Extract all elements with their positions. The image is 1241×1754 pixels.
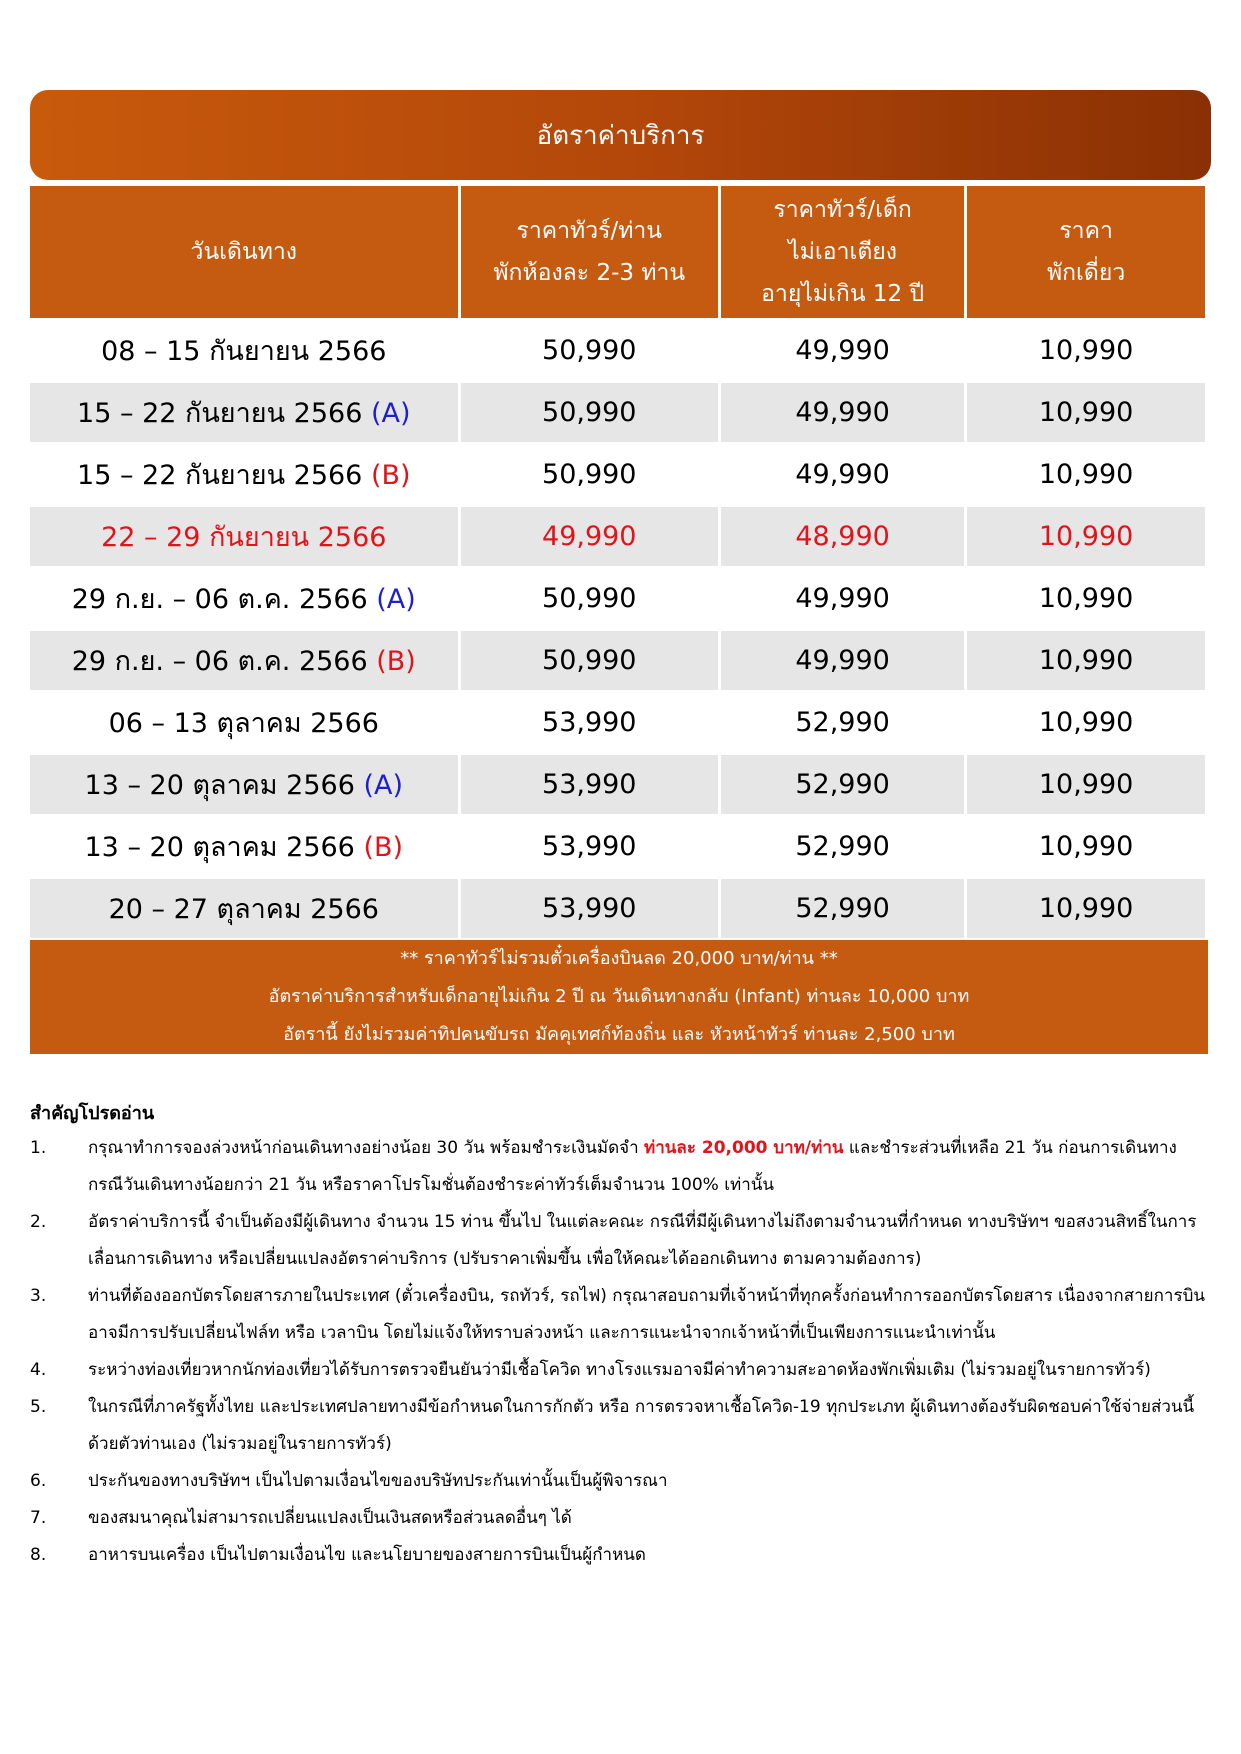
group-tag: (A) [376, 584, 416, 615]
item-text-continued: และชำระส่วนที่เหลือ 21 วัน ก่อนการเดินทาง กรณีวันเดินทางน้อยกว่า 21 วัน หรือราคาโปรโมชั่นต้องชำระค่าทัวร์เต็มจำนวน 100% เท่านั้น [88, 1138, 1177, 1195]
date-cell [30, 755, 458, 814]
table-row [30, 879, 1205, 938]
date-text: 20 – 27 ตุลาคม 2566 [108, 894, 379, 925]
adult-price-cell: 50,990 [461, 631, 718, 690]
group-tag: (B) [370, 460, 411, 491]
header-single-supplement [967, 186, 1205, 318]
table-row [30, 445, 1205, 504]
child-price-cell: 52,990 [795, 707, 890, 738]
header-travel-date [30, 186, 458, 318]
adult-price-cell: 53,990 [542, 831, 637, 862]
group-tag: (B) [363, 832, 404, 863]
header-line: อายุไม่เกิน 12 ปี [761, 281, 925, 307]
single-price-cell: 10,990 [967, 755, 1205, 814]
table-row [30, 321, 1205, 380]
item-number: 2. [30, 1212, 47, 1232]
adult-price-cell: 50,990 [542, 583, 637, 614]
header-line: ราคาทัวร์/เด็ก [773, 197, 912, 223]
date-text: 22 – 29 กันยายน 2566 [101, 522, 387, 553]
date-cell [30, 569, 458, 628]
single-price-cell: 10,990 [1038, 707, 1134, 738]
important-heading: สำคัญโปรดอ่าน [30, 1103, 155, 1124]
child-price-cell: 48,990 [721, 507, 964, 566]
item-number: 3. [30, 1286, 47, 1306]
date-text: 15 – 22 กันยายน 2566 [77, 398, 371, 429]
date-text: 13 – 20 ตุลาคม 2566 [84, 832, 364, 863]
date-cell [30, 817, 458, 876]
adult-price-cell: 49,990 [461, 507, 718, 566]
header-line: พักห้องละ 2-3 ท่าน [493, 260, 686, 286]
adult-price-cell: 53,990 [461, 879, 718, 938]
item-number: 4. [30, 1360, 47, 1380]
adult-price-cell: 50,990 [461, 383, 718, 442]
item-text: ประกันของทางบริษัทฯ เป็นไปตามเงื่อนไขของบริษัทประกันเท่านั้นเป็นผู้พิจารณา [88, 1471, 668, 1491]
date-cell [30, 693, 458, 752]
date-text: 08 – 15 กันยายน 2566 [101, 336, 387, 367]
date-cell [30, 631, 458, 690]
banner-title: อัตราค่าบริการ [536, 120, 705, 151]
single-price-cell: 10,990 [1038, 583, 1134, 614]
child-price-cell: 52,990 [795, 831, 890, 862]
child-price-cell: 49,990 [721, 631, 964, 690]
terms-list [30, 1130, 1210, 1574]
single-price-cell: 10,990 [967, 507, 1205, 566]
child-price-cell: 49,990 [795, 335, 890, 366]
list-item [30, 1130, 1210, 1204]
table-row [30, 693, 1205, 752]
adult-price-cell: 50,990 [542, 335, 637, 366]
adult-price-cell: 53,990 [542, 707, 637, 738]
child-price-cell: 49,990 [795, 583, 890, 614]
date-cell [30, 383, 458, 442]
date-cell [30, 507, 458, 566]
price-note: อัตราค่าบริการสำหรับเด็กอายุไม่เกิน 2 ปี ณ วันเดินทางกลับ (Infant) ท่านละ 10,000 บาท [268, 986, 970, 1007]
price-table-header-row [30, 186, 1205, 318]
date-text: 29 ก.ย. – 06 ต.ค. 2566 [71, 646, 377, 677]
item-text: อาหารบนเครื่อง เป็นไปตามเงื่อนไข และนโยบายของสายการบินเป็นผู้กำหนด [88, 1545, 646, 1565]
child-price-cell: 52,990 [721, 755, 964, 814]
header-adult-price [461, 186, 718, 318]
price-table [27, 183, 1208, 941]
table-row [30, 569, 1205, 628]
list-item [30, 1463, 1210, 1500]
single-price-cell: 10,990 [1038, 335, 1134, 366]
header-line: พักเดี่ยว [1046, 260, 1126, 286]
header-line: ราคา [1059, 218, 1113, 244]
date-text: 29 ก.ย. – 06 ต.ค. 2566 [71, 584, 377, 615]
date-cell [30, 879, 458, 938]
header-line: ไม่เอาเตียง [788, 239, 897, 265]
date-text: 06 – 13 ตุลาคม 2566 [108, 708, 379, 739]
item-text: ท่านที่ต้องออกบัตรโดยสารภายในประเทศ (ตั๋วเครื่องบิน, รถทัวร์, รถไฟ) กรุณาสอบถามที่เจ้าหน้าที่ทุกครั้งก่อนทำการออกบัตรโดยสาร เนื่องจากสายการบินอาจมีการปรับเปลี่ยนไฟล์ท หรือ เวลาบิน โดยไม่แจ้งให้ทราบล่วงหน้า และการแนะนำจากเจ้าหน้าที่เป็นเพียงการแนะนำเท่านั้น [88, 1286, 1205, 1343]
child-price-cell: 49,990 [721, 383, 964, 442]
single-price-cell: 10,990 [967, 879, 1205, 938]
list-item [30, 1352, 1210, 1389]
item-text: กรุณาทำการจองล่วงหน้าก่อนเดินทางอย่างน้อย 30 วัน พร้อมชำระเงินมัดจำ [88, 1138, 645, 1158]
item-text: ของสมนาคุณไม่สามารถเปลี่ยนแปลงเป็นเงินสดหรือส่วนลดอื่นๆ ได้ [88, 1508, 572, 1528]
child-price-cell: 52,990 [721, 879, 964, 938]
price-table-title-banner [30, 90, 1211, 180]
price-note: อัตรานี้ ยังไม่รวมค่าทิปคนขับรถ มัคคุเทศก์ท้องถิ่น และ หัวหน้าทัวร์ ท่านละ 2,500 บาท [283, 1024, 955, 1045]
date-text: 13 – 20 ตุลาคม 2566 [84, 770, 364, 801]
table-row [30, 755, 1205, 814]
item-number: 6. [30, 1471, 47, 1491]
group-tag: (A) [370, 398, 411, 429]
item-number: 7. [30, 1508, 47, 1528]
single-price-cell: 10,990 [967, 631, 1205, 690]
header-line: ราคาทัวร์/ท่าน [516, 218, 663, 244]
list-item [30, 1537, 1210, 1574]
header-line: วันเดินทาง [190, 239, 298, 265]
group-tag: (B) [376, 646, 416, 677]
list-item [30, 1500, 1210, 1537]
child-price-cell: 49,990 [795, 459, 890, 490]
item-number: 1. [30, 1138, 47, 1158]
date-cell [30, 445, 458, 504]
group-tag: (A) [363, 770, 404, 801]
item-number: 8. [30, 1545, 47, 1565]
header-child-price [721, 186, 964, 318]
table-row [30, 817, 1205, 876]
adult-price-cell: 53,990 [461, 755, 718, 814]
price-notes-box [30, 940, 1208, 1054]
item-number: 5. [30, 1397, 47, 1417]
adult-price-cell: 50,990 [542, 459, 637, 490]
item-text: ในกรณีที่ภาครัฐทั้งไทย และประเทศปลายทางมีข้อกำหนดในการกักตัว หรือ การตรวจหาเชื้อโควิด-19 ทุกประเภท ผู้เดินทางต้องรับผิดชอบค่าใช้จ่ายส่วนนี้ด้วยตัวท่านเอง (ไม่รวมอยู่ในรายการทัวร์) [88, 1397, 1195, 1454]
single-price-cell: 10,990 [1038, 459, 1134, 490]
table-row-highlighted [30, 507, 1205, 566]
list-item [30, 1204, 1210, 1278]
list-item [30, 1278, 1210, 1352]
table-row [30, 631, 1205, 690]
item-text: อัตราค่าบริการนี้ จำเป็นต้องมีผู้เดินทาง จำนวน 15 ท่าน ขึ้นไป ในแต่ละคณะ กรณีที่มีผู้เดินทางไม่ถึงตามจำนวนที่กำหนด ทางบริษัทฯ ขอสงวนสิทธิ์ในการเลื่อนการเดินทาง หรือเปลี่ยนแปลงอัตราค่าบริการ (ปรับราคาเพิ่มขึ้น เพื่อให้คณะได้ออกเดินทาง ตามความต้องการ) [88, 1212, 1197, 1269]
date-text: 15 – 22 กันยายน 2566 [77, 460, 371, 491]
list-item [30, 1389, 1210, 1463]
date-cell [30, 321, 458, 380]
single-price-cell: 10,990 [967, 383, 1205, 442]
item-text: ระหว่างท่องเที่ยวหากนักท่องเที่ยวได้รับการตรวจยืนยันว่ามีเชื้อโควิด ทางโรงแรมอาจมีค่าทำความสะอาดห้องพักเพิ่มเติม (ไม่รวมอยู่ในรายการทัวร์) [88, 1360, 1151, 1380]
single-price-cell: 10,990 [1038, 831, 1134, 862]
price-note: ** ราคาทัวร์ไม่รวมตั๋วเครื่องบินลด 20,000 บาท/ท่าน ** [400, 948, 838, 969]
deposit-highlight: ท่านละ 20,000 บาท/ท่าน [644, 1138, 844, 1158]
table-row [30, 383, 1205, 442]
